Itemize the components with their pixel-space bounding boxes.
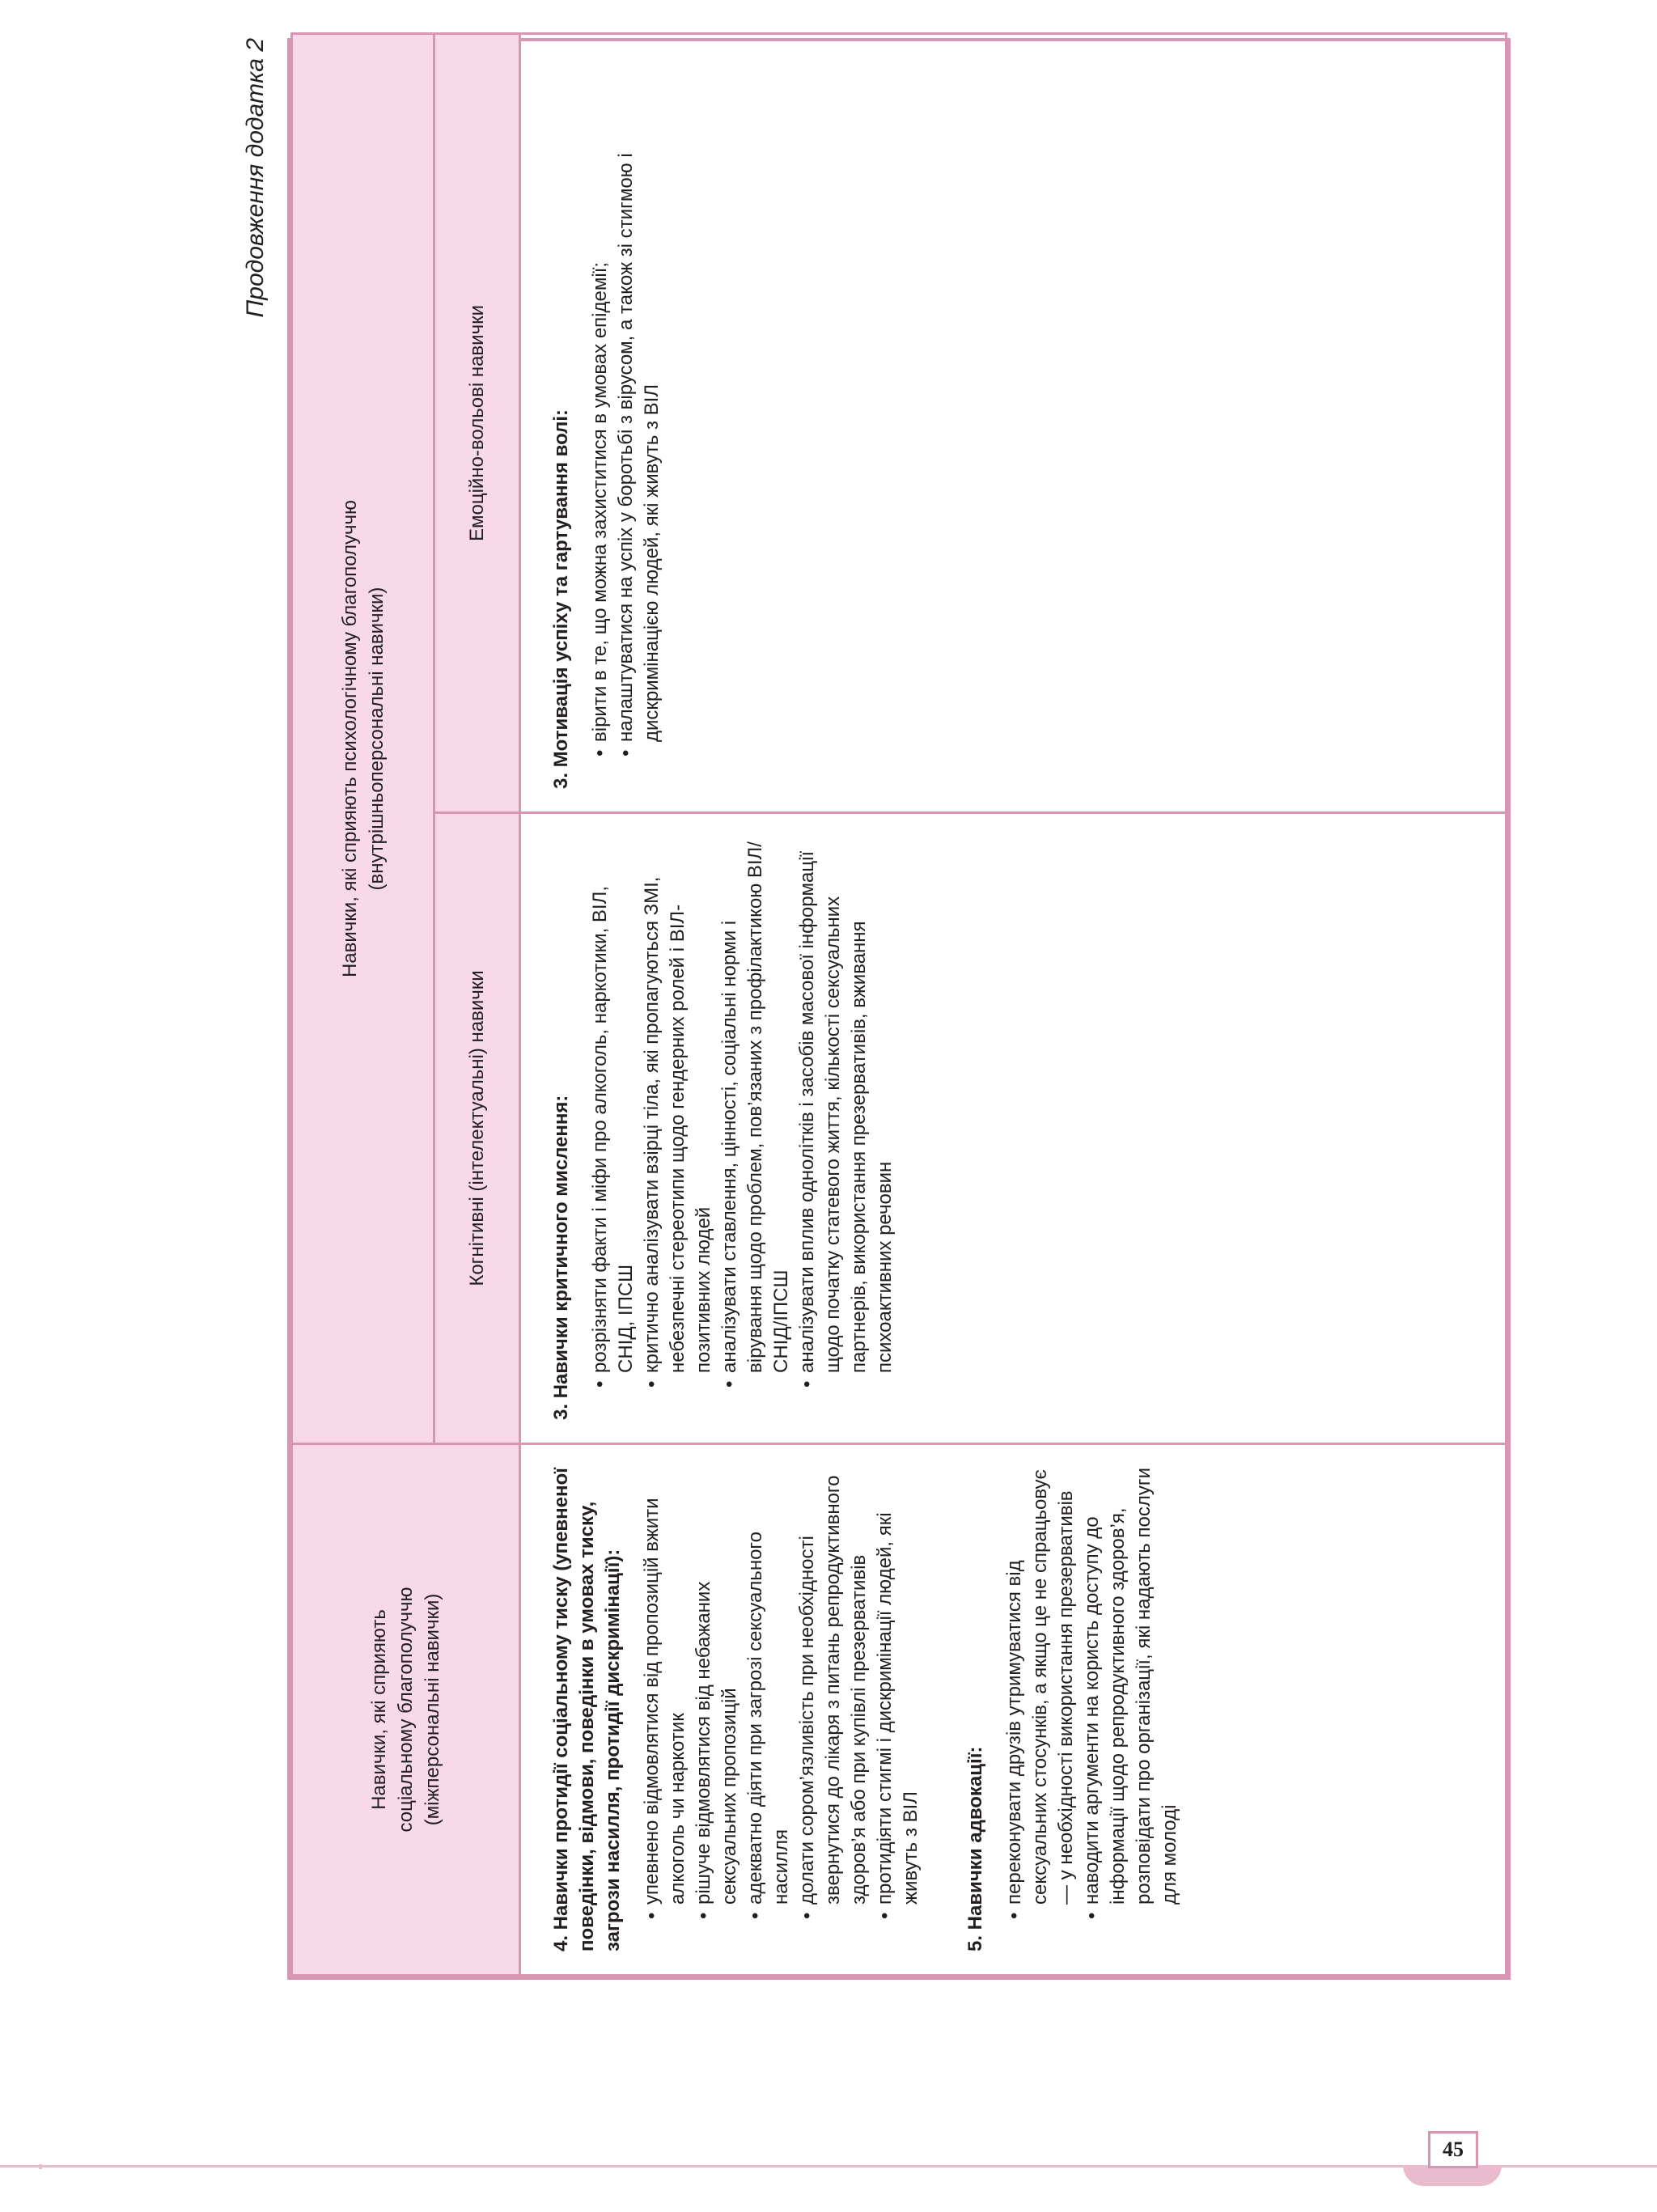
header-emotional-volitional-skills: Емоційно-вольові навички bbox=[434, 34, 520, 813]
emotional-skills-cell bbox=[520, 34, 1507, 813]
list-item: • упевнено відмовлятися від пропозицій вжити алкоголь чи наркотик bbox=[639, 1468, 691, 1919]
header-cognitive-skills: Когнітивні (інтелектуальні) навички bbox=[434, 813, 520, 1444]
motivation-list bbox=[587, 57, 665, 789]
list-item: • розрізняти факти і міфи про алкоголь, наркотики, ВІЛ, СНІД, ІПСШ bbox=[587, 837, 639, 1388]
section-title-motivation: 3. Мотивація успіху та гартування волі: bbox=[550, 409, 572, 789]
list-item: • переконувати друзів утримуватися від сексуальних стосунків, а якщо це не спрацьовує — у необхідності використання презервативів bbox=[1002, 1468, 1079, 1919]
critical-thinking-list bbox=[587, 837, 898, 1420]
list-item: • протидіяти стигмі і дискримінації людей, які живуть з ВІЛ bbox=[872, 1468, 924, 1919]
section-title-critical-thinking: 3. Навички критичного мислення: bbox=[550, 1095, 572, 1420]
list-item: • вірити в те, що можна захиститися в умовах епідемії; bbox=[587, 57, 613, 756]
section-title-social-pressure: 4. Навички протидії соціальному тиску (упевненої поведінки, відмови, поведінки в умовах тиску, загрози насилля, протидії дискримінації): bbox=[550, 1468, 624, 1951]
interpersonal-skills-cell bbox=[520, 1444, 1507, 1976]
list-item: • адекватно діяти при загрозі сексуального насилля bbox=[743, 1468, 795, 1919]
list-item: • аналізувати вплив однолітків і засобів масової інформації щодо початку статевого життя, кількості сексуальних партнерів, використання презервативів, вживання психоактивних речовин bbox=[795, 837, 898, 1388]
header-interpersonal-skills: Навички, які сприяють соціальному благополуччю (міжперсональні навички) bbox=[292, 1444, 520, 1976]
cognitive-skills-cell bbox=[520, 813, 1507, 1444]
list-item: • критично аналізувати взірці тіла, які пропагуються ЗМІ, небезпечні стереотипи щодо гендерних ролей і ВІЛ-позитивних людей bbox=[639, 837, 717, 1388]
list-item: • наводити аргументи на користь доступу до інформації щодо репродуктивного здоров’я, розповідати про організації, які надають послуги для молоді bbox=[1079, 1468, 1183, 1919]
rotated-page-content bbox=[239, 38, 1469, 1980]
advocacy-list bbox=[1002, 1468, 1183, 1951]
list-item: • налаштуватися на успіх у боротьбі з вірусом, а також зі стигмою і дискримінацією людей, які живуть з ВІЛ bbox=[613, 57, 665, 756]
skills-table bbox=[287, 38, 1511, 1980]
section-title-advocacy: 5. Навички адвокації: bbox=[964, 1746, 986, 1951]
header-psychological-skills: Навички, які сприяють психологічному благополуччю (внутрішньоперсональні навички) bbox=[292, 34, 434, 1444]
list-item: • рішуче відмовлятися від небажаних сексуальних пропозицій bbox=[691, 1468, 743, 1919]
social-pressure-list bbox=[639, 1468, 924, 1951]
continuation-title: Продовження додатка 2 bbox=[242, 38, 269, 318]
list-item: • долати сором’язливість при необхідності звернутися до лікаря з питань репродуктивного здоров’я або при купівлі презервативів bbox=[795, 1468, 872, 1919]
list-item: • аналізувати ставлення, цінності, соціальні норми і вірування щодо проблем, пов’язаних з профілактикою ВІЛ/СНІД/ІПСШ bbox=[717, 837, 795, 1388]
page-number: 45 bbox=[1428, 2131, 1478, 2168]
